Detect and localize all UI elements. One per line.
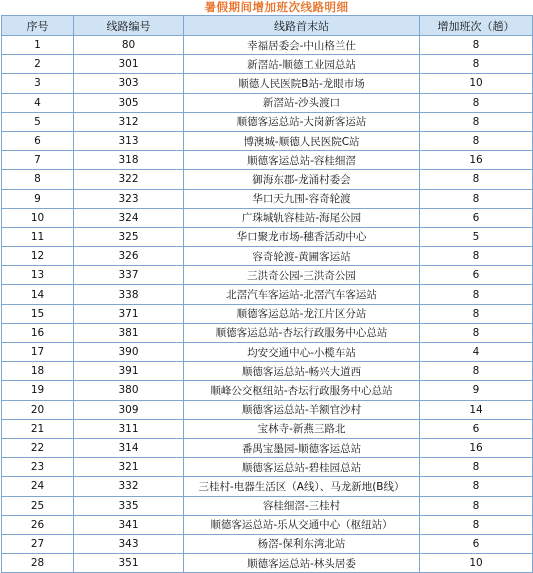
table-row — [2, 438, 533, 457]
cell-added-trips: 16 — [420, 438, 533, 457]
cell-index: 3 — [2, 74, 74, 93]
cell-route-terminals: 顺德客运总站-羊额官沙村 — [184, 400, 420, 419]
cell-index: 20 — [2, 400, 74, 419]
cell-added-trips: 8 — [420, 285, 533, 304]
cell-route-terminals: 顺德客运总站-畅兴大道西 — [184, 362, 420, 381]
cell-index: 11 — [2, 227, 74, 246]
header-index: 序号 — [2, 16, 74, 36]
cell-route-number: 391 — [74, 362, 184, 381]
table-row — [2, 170, 533, 189]
cell-index: 22 — [2, 438, 74, 457]
cell-route-terminals: 容奇轮渡-黄圃客运站 — [184, 247, 420, 266]
table-row — [2, 458, 533, 477]
cell-route-number: 337 — [74, 266, 184, 285]
cell-route-number: 338 — [74, 285, 184, 304]
cell-added-trips: 8 — [420, 93, 533, 112]
cell-route-terminals: 顺德客运总站-容桂细滘 — [184, 151, 420, 170]
cell-index: 24 — [2, 477, 74, 496]
cell-route-terminals: 三桂村-电器生活区（A线）、马龙新地(B线） — [184, 477, 420, 496]
cell-route-terminals: 番禺宝墨园-顺德客运总站 — [184, 438, 420, 457]
cell-route-terminals: 顺德客运总站-龙江片区分站 — [184, 304, 420, 323]
cell-route-terminals: 顺峰公交枢纽站-杏坛行政服务中心总站 — [184, 381, 420, 400]
cell-route-number: 301 — [74, 55, 184, 74]
cell-index: 14 — [2, 285, 74, 304]
route-table — [1, 15, 533, 573]
cell-added-trips: 8 — [420, 247, 533, 266]
cell-added-trips: 8 — [420, 36, 533, 55]
cell-route-terminals: 顺德客运总站-大岗新客运站 — [184, 112, 420, 131]
table-row — [2, 227, 533, 246]
cell-added-trips: 10 — [420, 74, 533, 93]
cell-route-terminals: 三洪奇公园-三洪奇公园 — [184, 266, 420, 285]
cell-index: 18 — [2, 362, 74, 381]
table-row — [2, 93, 533, 112]
cell-index: 17 — [2, 343, 74, 362]
cell-added-trips: 6 — [420, 419, 533, 438]
cell-added-trips: 8 — [420, 112, 533, 131]
table-row — [2, 131, 533, 150]
cell-route-terminals: 新滘站-顺德工业园总站 — [184, 55, 420, 74]
table-row — [2, 151, 533, 170]
cell-added-trips: 8 — [420, 496, 533, 515]
page-title: 暑假期间增加班次线路明细 — [204, 0, 349, 14]
cell-route-number: 303 — [74, 74, 184, 93]
cell-route-number: 313 — [74, 131, 184, 150]
table-row — [2, 554, 533, 573]
cell-route-number: 321 — [74, 458, 184, 477]
cell-added-trips: 10 — [420, 554, 533, 573]
cell-route-number: 390 — [74, 343, 184, 362]
table-row — [2, 55, 533, 74]
cell-added-trips: 8 — [420, 362, 533, 381]
cell-route-number: 314 — [74, 438, 184, 457]
cell-route-number: 323 — [74, 189, 184, 208]
table-header-row — [2, 16, 533, 36]
cell-route-number: 309 — [74, 400, 184, 419]
table-row — [2, 343, 533, 362]
table-row — [2, 74, 533, 93]
cell-index: 4 — [2, 93, 74, 112]
cell-index: 28 — [2, 554, 74, 573]
cell-index: 9 — [2, 189, 74, 208]
cell-added-trips: 6 — [420, 208, 533, 227]
table-row — [2, 362, 533, 381]
cell-added-trips: 8 — [420, 55, 533, 74]
table-row — [2, 36, 533, 55]
cell-index: 21 — [2, 419, 74, 438]
cell-route-terminals: 北滘汽车客运站-北滘汽车客运站 — [184, 285, 420, 304]
cell-index: 27 — [2, 534, 74, 553]
cell-route-number: 305 — [74, 93, 184, 112]
table-row — [2, 515, 533, 534]
cell-added-trips: 8 — [420, 131, 533, 150]
cell-route-terminals: 广珠城轨容桂站-海尾公园 — [184, 208, 420, 227]
cell-index: 6 — [2, 131, 74, 150]
table-row — [2, 323, 533, 342]
cell-route-number: 335 — [74, 496, 184, 515]
cell-route-number: 311 — [74, 419, 184, 438]
table-row — [2, 496, 533, 515]
header-route-number: 线路编号 — [74, 16, 184, 36]
cell-route-number: 322 — [74, 170, 184, 189]
cell-route-terminals: 容桂细滘-三桂村 — [184, 496, 420, 515]
cell-route-terminals: 顺德客运总站-碧桂园总站 — [184, 458, 420, 477]
cell-route-number: 332 — [74, 477, 184, 496]
table-row — [2, 112, 533, 131]
cell-added-trips: 8 — [420, 515, 533, 534]
cell-added-trips: 6 — [420, 266, 533, 285]
cell-index: 10 — [2, 208, 74, 227]
cell-added-trips: 8 — [420, 170, 533, 189]
cell-added-trips: 8 — [420, 477, 533, 496]
cell-added-trips: 4 — [420, 343, 533, 362]
cell-index: 19 — [2, 381, 74, 400]
cell-index: 7 — [2, 151, 74, 170]
cell-index: 5 — [2, 112, 74, 131]
table-row — [2, 477, 533, 496]
document — [1, 0, 532, 573]
header-added-trips: 增加班次（趟） — [420, 16, 533, 36]
table-row — [2, 189, 533, 208]
cell-added-trips: 8 — [420, 189, 533, 208]
cell-added-trips: 14 — [420, 400, 533, 419]
table-row — [2, 419, 533, 438]
cell-route-number: 325 — [74, 227, 184, 246]
cell-route-terminals: 御海东郡-龙涌村委会 — [184, 170, 420, 189]
cell-route-terminals: 博澳城-顺德人民医院C站 — [184, 131, 420, 150]
table-row — [2, 400, 533, 419]
cell-route-terminals: 顺德客运总站-林头居委 — [184, 554, 420, 573]
cell-added-trips: 8 — [420, 304, 533, 323]
cell-route-terminals: 顺德客运总站-乐从交通中心（枢纽站） — [184, 515, 420, 534]
cell-route-number: 341 — [74, 515, 184, 534]
cell-index: 23 — [2, 458, 74, 477]
cell-added-trips: 8 — [420, 323, 533, 342]
table-row — [2, 208, 533, 227]
cell-route-terminals: 宝林寺-新燕三路北 — [184, 419, 420, 438]
table-row — [2, 381, 533, 400]
header-route-terminals: 线路首末站 — [184, 16, 420, 36]
cell-index: 15 — [2, 304, 74, 323]
cell-added-trips: 6 — [420, 534, 533, 553]
cell-added-trips: 9 — [420, 381, 533, 400]
cell-index: 8 — [2, 170, 74, 189]
table-row — [2, 285, 533, 304]
cell-added-trips: 16 — [420, 151, 533, 170]
cell-route-terminals: 华口聚龙市场-穗香活动中心 — [184, 227, 420, 246]
cell-route-number: 326 — [74, 247, 184, 266]
cell-route-terminals: 杨滘-保利东湾北站 — [184, 534, 420, 553]
table-body — [2, 36, 533, 573]
table-row — [2, 304, 533, 323]
cell-route-number: 318 — [74, 151, 184, 170]
cell-index: 26 — [2, 515, 74, 534]
cell-route-number: 380 — [74, 381, 184, 400]
cell-route-terminals: 新滘站-沙头渡口 — [184, 93, 420, 112]
cell-index: 1 — [2, 36, 74, 55]
table-row — [2, 247, 533, 266]
cell-index: 12 — [2, 247, 74, 266]
cell-route-terminals: 顺德客运总站-杏坛行政服务中心总站 — [184, 323, 420, 342]
cell-route-number: 371 — [74, 304, 184, 323]
cell-route-number: 324 — [74, 208, 184, 227]
cell-route-terminals: 幸福居委会-中山格兰仕 — [184, 36, 420, 55]
cell-added-trips: 8 — [420, 458, 533, 477]
table-row — [2, 534, 533, 553]
cell-index: 13 — [2, 266, 74, 285]
cell-route-number: 343 — [74, 534, 184, 553]
cell-route-number: 312 — [74, 112, 184, 131]
cell-index: 2 — [2, 55, 74, 74]
cell-index: 25 — [2, 496, 74, 515]
table-row — [2, 266, 533, 285]
cell-route-number: 381 — [74, 323, 184, 342]
cell-route-number: 80 — [74, 36, 184, 55]
cell-added-trips: 5 — [420, 227, 533, 246]
cell-index: 16 — [2, 323, 74, 342]
cell-route-terminals: 均安交通中心-小榄车站 — [184, 343, 420, 362]
cell-route-terminals: 顺德人民医院B站-龙眼市场 — [184, 74, 420, 93]
cell-route-terminals: 华口天九围-容奇轮渡 — [184, 189, 420, 208]
cell-route-number: 351 — [74, 554, 184, 573]
